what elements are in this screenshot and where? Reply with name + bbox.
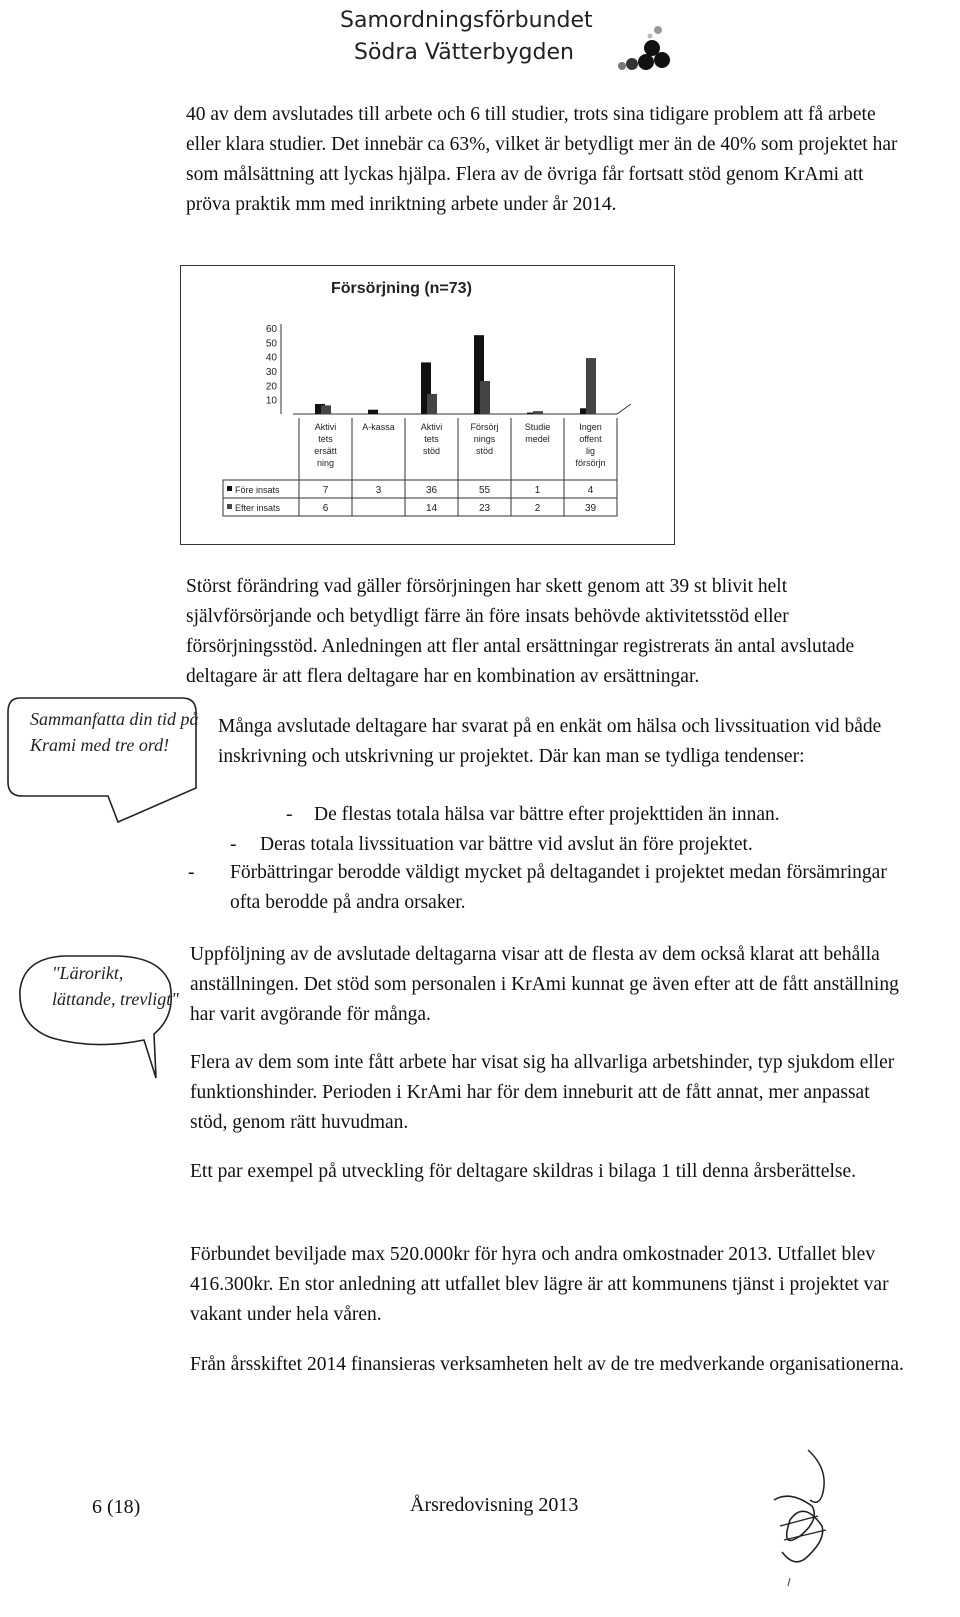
intro-paragraph: 40 av dem avslutades till arbete och 6 till studier, trots sina tidigare problem att få arbete eller klara studier. Det innebär ca 63%, vilket är betydligt mer än de 40% som projektet har som målsättning att lyckas hjälpa. Flera av de övriga får fortsatt stöd genom KrAmi att pröva praktik mm med inriktning arbete under år 2014.: [186, 104, 898, 215]
bar-efter: [586, 358, 596, 414]
x-category-label: tets: [318, 434, 333, 444]
org-name-line1: Samordningsförbundet: [340, 8, 593, 33]
data-table-value: 4: [587, 485, 594, 496]
bar-efter: [321, 405, 331, 414]
bar-efter: [480, 381, 490, 414]
org-name-line2: Södra Vätterbygden: [354, 40, 574, 65]
legend-label: Efter insats: [235, 503, 281, 513]
bullet-dash: -: [286, 804, 293, 825]
followup-paragraph: Uppföljning av de avslutade deltagarna visar att de flesta av dem också klarat att behålla anställningen. Det stöd som personalen i KrAmi kunnat ge även efter att de fått anställning har varit avgörande för många.: [190, 944, 899, 1025]
y-tick-label: 20: [265, 381, 277, 393]
examples-paragraph: Ett par exempel på utveckling för deltagare skildras i bilaga 1 till denna årsberättelse.: [190, 1161, 856, 1182]
chart-title: Försörjning (n=73): [331, 280, 472, 297]
x-category-label: ersätt: [314, 446, 337, 456]
survey-paragraph: Många avslutade deltagare har svarat på en enkät om hälsa och livssituation vid både inskrivning och utskrivning ur projektet. Där kan man se tydliga tendenser:: [218, 716, 882, 767]
chart-canvas: [181, 266, 674, 544]
bar-fore: [368, 410, 378, 414]
y-tick-label: 30: [265, 367, 277, 378]
callout-answer: "Lärorikt, lättande, trevligt": [52, 963, 179, 1009]
bullet-text: De flestas totala hälsa var bättre efter projekttiden än innan.: [314, 804, 780, 825]
x-category-label: lig: [585, 446, 596, 456]
x-category-label: Aktivi: [420, 422, 443, 432]
x-category-label: tets: [424, 434, 439, 444]
y-tick-label: 40: [265, 352, 277, 364]
data-table-value: 39: [584, 503, 597, 514]
bullet-text: Deras totala livssituation var bättre vid avslut än före projektet.: [260, 834, 753, 855]
y-tick-label: 10: [265, 395, 277, 407]
x-category-label: stöd: [475, 446, 494, 456]
obstacles-paragraph: Flera av dem som inte fått arbete har visat sig ha allvarliga arbetshinder, typ sjukdom eller funktionshinder. Perioden i KrAmi har för dem inneburit att de fått annat, mer anpassat stöd, genom rätt huvudman.: [190, 1052, 895, 1133]
bullet-text: Förbättringar berodde väldigt mycket på deltagandet i projektet medan försämringar ofta berodde på andra orsaker.: [230, 862, 887, 913]
organization-logo-icon: [610, 22, 674, 74]
data-table-value: 2: [534, 503, 541, 514]
data-table-value: 6: [322, 503, 329, 514]
x-category-label: nings: [473, 434, 496, 444]
x-category-label: offent: [579, 434, 602, 444]
funding-chart: [180, 265, 675, 545]
callout-question: Sammanfatta din tid på Krami med tre ord!: [30, 709, 199, 755]
y-tick-label: 60: [265, 324, 277, 335]
x-category-label: Ingen: [579, 422, 602, 432]
x-category-label: A-kassa: [362, 422, 395, 432]
y-tick-label: 50: [265, 338, 277, 350]
x-category-label: Aktivi: [314, 422, 337, 432]
legend-swatch: [227, 486, 232, 491]
bullet-dash: -: [188, 862, 195, 883]
data-table-value: 36: [425, 485, 438, 496]
financing-paragraph: Från årsskiftet 2014 finansieras verksamheten helt av de tre medverkande organisationerna.: [190, 1354, 904, 1375]
legend-swatch: [227, 504, 232, 509]
handwritten-signature: [760, 1440, 850, 1590]
x-category-label: Försörj: [470, 422, 499, 432]
bar-efter: [533, 411, 543, 414]
data-table-value: 7: [322, 485, 329, 496]
data-table-value: 14: [425, 503, 438, 514]
data-table-value: 55: [478, 485, 491, 496]
chart-analysis-paragraph: Störst förändring vad gäller försörjningen har skett genom att 39 st blivit helt självförsörjande och betydligt färre än före insats behövde aktivitetsstöd eller försörjningsstöd. Anledningen att fler antal ersättningar registrerats än antal avslutade deltagare är att flera deltagare har en kombination av ersättningar.: [186, 576, 855, 687]
bar-efter: [427, 394, 437, 414]
data-table-value: 3: [375, 485, 382, 496]
x-category-label: medel: [525, 434, 550, 444]
budget-paragraph: Förbundet beviljade max 520.000kr för hyra och andra omkostnader 2013. Utfallet blev 416.300kr. En stor anledning att utfallet blev lägre är att kommunens tjänst i projektet var vakant under hela våren.: [190, 1244, 889, 1325]
legend-label: Före insats: [235, 485, 280, 495]
page-number: 6 (18): [92, 1496, 141, 1518]
bullet-dash: -: [230, 834, 237, 855]
data-table-value: 23: [478, 503, 491, 514]
x-category-label: ning: [316, 458, 335, 468]
footer-title: Årsredovisning 2013: [410, 1494, 579, 1516]
x-category-label: stöd: [422, 446, 441, 456]
x-category-label: försörjn: [575, 458, 606, 468]
x-category-label: Studie: [524, 422, 551, 432]
data-table-value: 1: [534, 485, 541, 496]
